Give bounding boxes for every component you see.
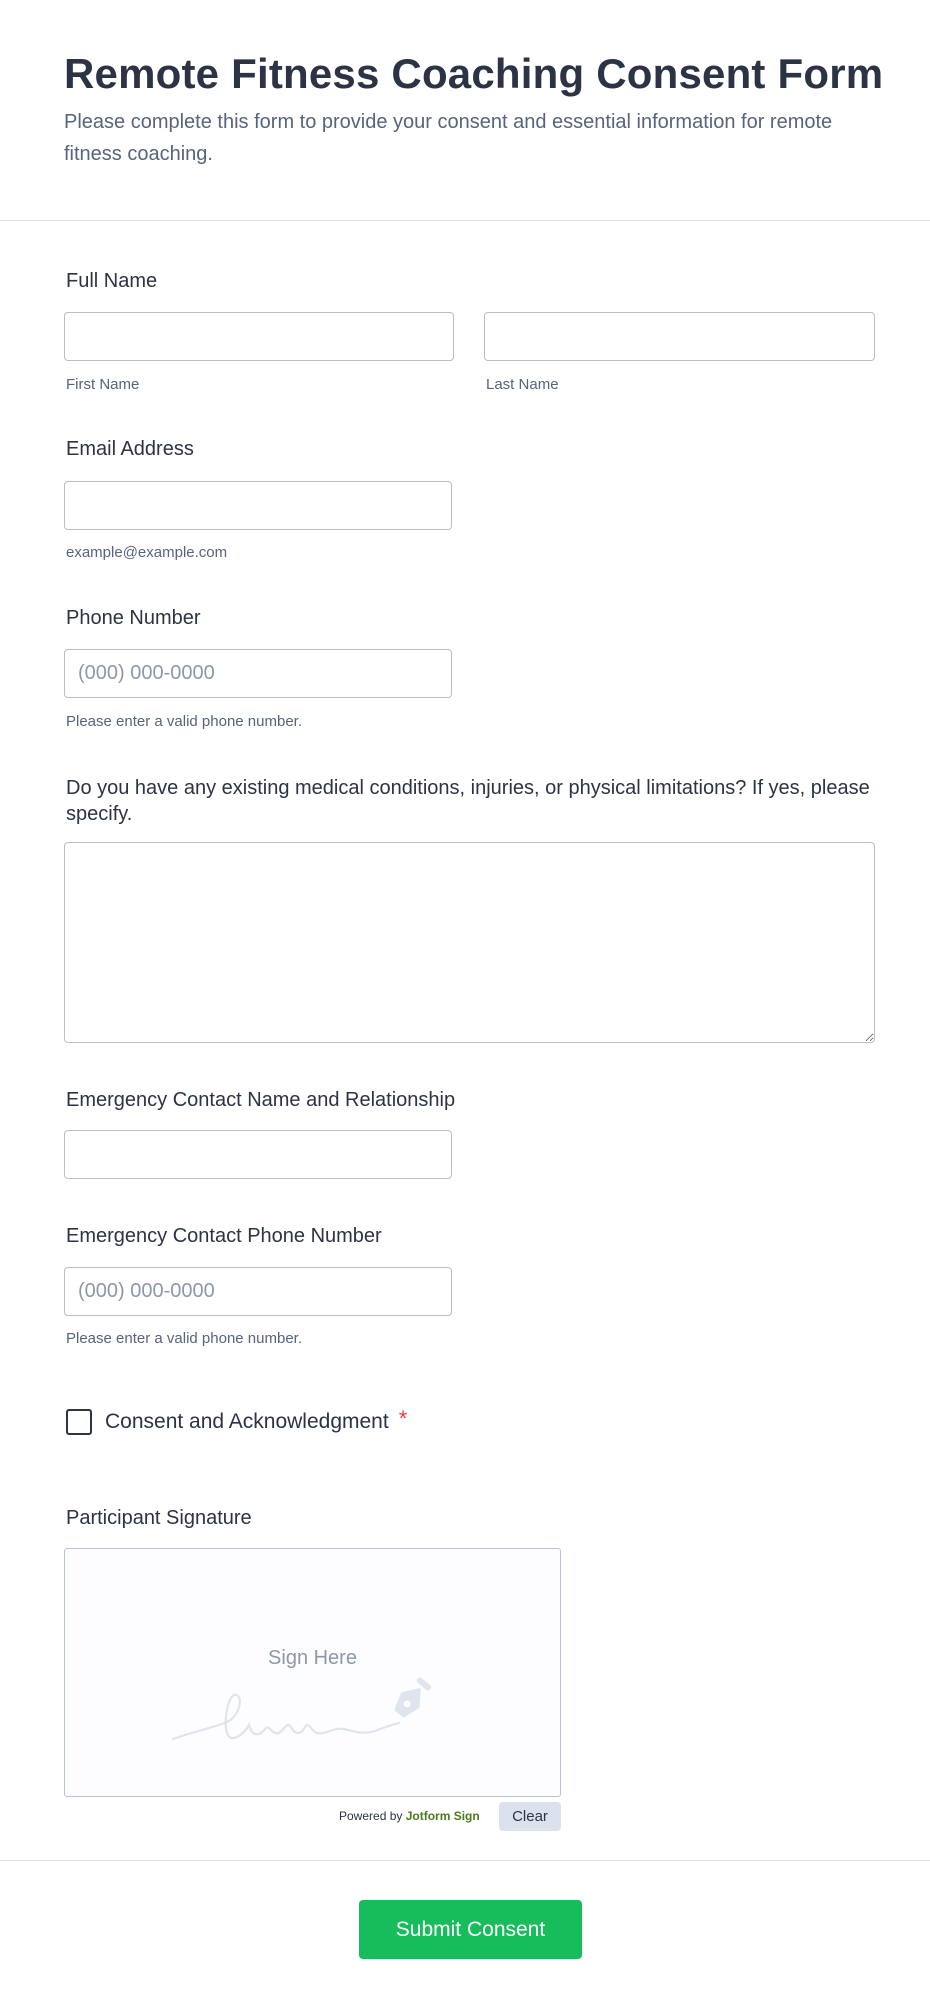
phone-sublabel: Please enter a valid phone number. bbox=[66, 713, 302, 730]
consent-checkbox[interactable] bbox=[66, 1409, 92, 1435]
signature-scribble-icon bbox=[165, 1669, 465, 1749]
last-name-input[interactable] bbox=[484, 312, 875, 361]
last-name-sublabel: Last Name bbox=[486, 376, 559, 393]
full-name-label: Full Name bbox=[66, 270, 158, 292]
signature-label: Participant Signature bbox=[66, 1507, 252, 1529]
form-subtitle: Please complete this form to provide your consent and essential information for remote fitness coaching. bbox=[64, 111, 833, 165]
clear-signature-button[interactable]: Clear bbox=[499, 1802, 561, 1831]
phone-input[interactable] bbox=[64, 649, 452, 698]
medical-conditions-label: Do you have any existing medical conditions, injuries, or physical limitations? If yes, please specify. bbox=[66, 777, 870, 825]
consent-label[interactable]: Consent and Acknowledgment bbox=[105, 1410, 389, 1433]
emergency-contact-name-label: Emergency Contact Name and Relationship bbox=[66, 1089, 456, 1111]
emergency-contact-phone-input[interactable] bbox=[64, 1267, 452, 1316]
powered-by-prefix: Powered by bbox=[339, 1809, 403, 1823]
emergency-contact-name-input[interactable] bbox=[64, 1130, 452, 1179]
consent-field[interactable] bbox=[66, 1407, 407, 1437]
emergency-contact-phone-sublabel: Please enter a valid phone number. bbox=[66, 1330, 302, 1347]
submit-consent-button[interactable]: Submit Consent bbox=[359, 1900, 582, 1959]
email-input[interactable] bbox=[64, 481, 452, 530]
form-title: Remote Fitness Coaching Consent Form bbox=[64, 50, 884, 97]
first-name-input[interactable] bbox=[64, 312, 454, 361]
email-label: Email Address bbox=[66, 438, 194, 460]
required-asterisk: * bbox=[398, 1406, 408, 1431]
sign-here-placeholder: Sign Here bbox=[268, 1647, 357, 1669]
signature-pad[interactable] bbox=[64, 1548, 561, 1797]
first-name-sublabel: First Name bbox=[66, 376, 140, 393]
powered-by-text bbox=[339, 1809, 480, 1823]
form-header bbox=[0, 0, 930, 221]
email-sublabel: example@example.com bbox=[66, 544, 228, 561]
emergency-contact-phone-label: Emergency Contact Phone Number bbox=[66, 1225, 382, 1247]
jotform-sign-brand: Jotform Sign bbox=[405, 1809, 480, 1823]
pen-nib-icon bbox=[390, 1674, 435, 1722]
footer-divider bbox=[0, 1860, 930, 1861]
phone-label: Phone Number bbox=[66, 607, 201, 629]
medical-conditions-textarea[interactable] bbox=[64, 842, 875, 1043]
